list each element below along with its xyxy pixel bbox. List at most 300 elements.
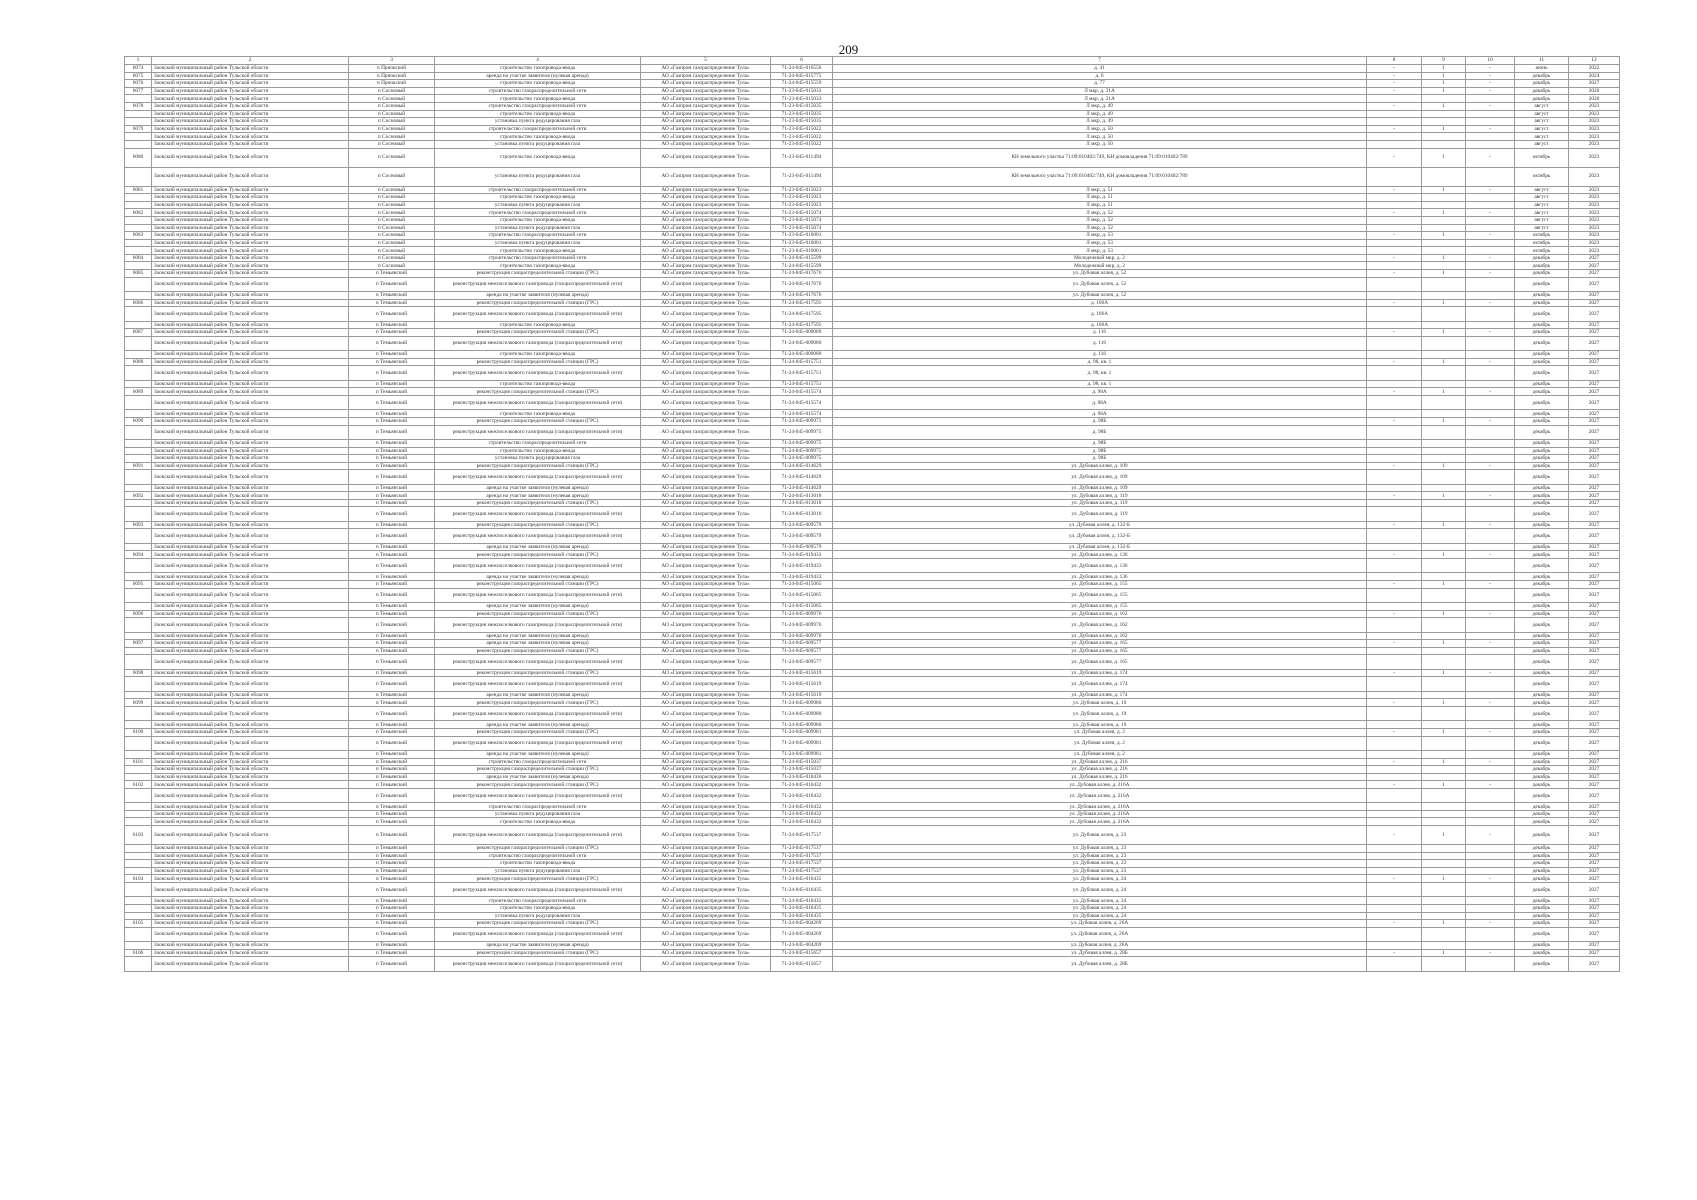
col10-cell bbox=[1466, 321, 1515, 329]
work-type-cell: строительство газопровода-ввода bbox=[435, 860, 641, 868]
row-number-cell: 6076 bbox=[125, 80, 152, 88]
row-number-cell bbox=[125, 140, 152, 148]
row-number-cell bbox=[125, 677, 152, 691]
col10-cell: - bbox=[1466, 875, 1515, 883]
row-number-cell bbox=[125, 410, 152, 418]
row-number-cell bbox=[125, 351, 152, 359]
table-row bbox=[125, 216, 1620, 224]
month-cell: декабрь bbox=[1515, 292, 1569, 300]
organization-cell: АО «Газпром газораспределение Тула» bbox=[641, 148, 771, 167]
quantity-cell bbox=[1422, 766, 1466, 774]
settlement-cell: п Сосновый bbox=[349, 224, 435, 232]
settlement-cell: п Сосновый bbox=[349, 201, 435, 209]
col10-cell: - bbox=[1466, 781, 1515, 789]
col8-cell bbox=[1367, 277, 1422, 291]
application-number-cell: 71-23-045-011494 bbox=[771, 148, 833, 167]
address-cell: ул. Дубовая аллея, д. 24 bbox=[833, 912, 1367, 920]
col10-cell bbox=[1466, 750, 1515, 758]
application-number-cell: 71-24-045-015775 bbox=[771, 72, 833, 80]
table-row bbox=[125, 299, 1620, 307]
settlement-cell: п Сосновый bbox=[349, 167, 435, 186]
row-number-cell: 6082 bbox=[125, 209, 152, 217]
address-cell: ул. Дубовая аллея, д. 109 bbox=[833, 470, 1367, 484]
month-cell: октябрь bbox=[1515, 148, 1569, 167]
row-number-cell bbox=[125, 336, 152, 350]
quantity-cell bbox=[1422, 224, 1466, 232]
row-number-cell: 6098 bbox=[125, 669, 152, 677]
work-type-cell: реконструкция межпоселкового газопровода (газораспределительной сети) bbox=[435, 307, 641, 321]
address-cell: ул. Дубовая аллея, д. 19 bbox=[833, 706, 1367, 720]
row-number-cell bbox=[125, 262, 152, 270]
settlement-cell: п Темьянский bbox=[349, 867, 435, 875]
organization-cell: АО «Газпром газораспределение Тула» bbox=[641, 883, 771, 897]
table-row bbox=[125, 875, 1620, 883]
column-header: 12 bbox=[1569, 57, 1620, 65]
quantity-cell bbox=[1422, 573, 1466, 581]
settlement-cell: п Темьянский bbox=[349, 773, 435, 781]
organization-cell: АО «Газпром газораспределение Тула» bbox=[641, 380, 771, 388]
table-row bbox=[125, 395, 1620, 409]
col8-cell bbox=[1367, 95, 1422, 103]
district-cell: Заокский муниципальный район Тульской области bbox=[152, 766, 349, 774]
table-row bbox=[125, 262, 1620, 270]
col8-cell bbox=[1367, 395, 1422, 409]
quantity-cell bbox=[1422, 439, 1466, 447]
quantity-cell: 1 bbox=[1422, 102, 1466, 110]
year-cell: 2027 bbox=[1569, 897, 1620, 905]
district-cell: Заокский муниципальный район Тульской области bbox=[152, 920, 349, 928]
settlement-cell: п Сосновый bbox=[349, 110, 435, 118]
month-cell: декабрь bbox=[1515, 640, 1569, 648]
col8-cell bbox=[1367, 632, 1422, 640]
district-cell: Заокский муниципальный район Тульской области bbox=[152, 826, 349, 845]
col10-cell bbox=[1466, 927, 1515, 941]
year-cell: 2027 bbox=[1569, 640, 1620, 648]
quantity-cell: 1 bbox=[1422, 65, 1466, 73]
year-cell: 2023 bbox=[1569, 232, 1620, 240]
organization-cell: АО «Газпром газораспределение Тула» bbox=[641, 551, 771, 559]
work-type-cell: реконструкция газораспределительной станции (ГРС) bbox=[435, 949, 641, 957]
col10-cell bbox=[1466, 224, 1515, 232]
column-header: 2 bbox=[152, 57, 349, 65]
table-row bbox=[125, 912, 1620, 920]
organization-cell: АО «Газпром газораспределение Тула» bbox=[641, 439, 771, 447]
month-cell: декабрь bbox=[1515, 632, 1569, 640]
district-cell: Заокский муниципальный район Тульской области bbox=[152, 167, 349, 186]
table-row bbox=[125, 329, 1620, 337]
table-row bbox=[125, 194, 1620, 202]
work-type-cell: установка пункта редуцирования газа bbox=[435, 201, 641, 209]
col10-cell: - bbox=[1466, 758, 1515, 766]
work-type-cell: аренда на участке заявителя (нулевая аренда) bbox=[435, 750, 641, 758]
district-cell: Заокский муниципальный район Тульской области bbox=[152, 647, 349, 655]
year-cell: 2023 bbox=[1569, 209, 1620, 217]
work-type-cell: строительство газопровода-ввода bbox=[435, 321, 641, 329]
col10-cell bbox=[1466, 529, 1515, 543]
quantity-cell bbox=[1422, 529, 1466, 543]
quantity-cell: 1 bbox=[1422, 521, 1466, 529]
organization-cell: АО «Газпром газораспределение Тула» bbox=[641, 417, 771, 425]
organization-cell: АО «Газпром газораспределение Тула» bbox=[641, 803, 771, 811]
work-type-cell: аренда на участке заявителя (нулевая аренда) bbox=[435, 603, 641, 611]
address-cell: ул. Дубовая аллея, д. 165 bbox=[833, 640, 1367, 648]
month-cell: декабрь bbox=[1515, 507, 1569, 521]
table-row bbox=[125, 110, 1620, 118]
quantity-cell: 1 bbox=[1422, 551, 1466, 559]
address-cell: Л мкр, д. 31А bbox=[833, 95, 1367, 103]
table-row bbox=[125, 942, 1620, 950]
year-cell: 2023 bbox=[1569, 239, 1620, 247]
row-number-cell: 6077 bbox=[125, 87, 152, 95]
col8-cell: - bbox=[1367, 462, 1422, 470]
column-header: 4 bbox=[435, 57, 641, 65]
quantity-cell bbox=[1422, 507, 1466, 521]
quantity-cell bbox=[1422, 647, 1466, 655]
month-cell: декабрь bbox=[1515, 860, 1569, 868]
application-number-cell: 71-24-045-013010 bbox=[771, 492, 833, 500]
district-cell: Заокский муниципальный район Тульской области bbox=[152, 72, 349, 80]
application-number-cell: 71-24-045-016432 bbox=[771, 818, 833, 826]
district-cell: Заокский муниципальный район Тульской области bbox=[152, 262, 349, 270]
district-cell: Заокский муниципальный район Тульской области bbox=[152, 439, 349, 447]
col10-cell: - bbox=[1466, 949, 1515, 957]
address-cell: ул. Дубовая аллея, д. 119 bbox=[833, 507, 1367, 521]
table-row bbox=[125, 462, 1620, 470]
application-number-cell: 71-24-045-015619 bbox=[771, 691, 833, 699]
col8-cell bbox=[1367, 803, 1422, 811]
quantity-cell bbox=[1422, 133, 1466, 141]
work-type-cell: установка пункта редуцирования газа bbox=[435, 167, 641, 186]
year-cell: 2027 bbox=[1569, 292, 1620, 300]
col10-cell: - bbox=[1466, 699, 1515, 707]
month-cell: декабрь bbox=[1515, 736, 1569, 750]
col10-cell bbox=[1466, 706, 1515, 720]
col8-cell bbox=[1367, 860, 1422, 868]
district-cell: Заокский муниципальный район Тульской области bbox=[152, 521, 349, 529]
district-cell: Заокский муниципальный район Тульской области bbox=[152, 321, 349, 329]
quantity-cell bbox=[1422, 277, 1466, 291]
application-number-cell: 71-24-045-017595 bbox=[771, 307, 833, 321]
address-cell: д. 106А bbox=[833, 307, 1367, 321]
settlement-cell: п Темьянский bbox=[349, 655, 435, 669]
work-type-cell: реконструкция межпоселкового газопровода (газораспределительной сети) bbox=[435, 336, 641, 350]
district-cell: Заокский муниципальный район Тульской области bbox=[152, 148, 349, 167]
district-cell: Заокский муниципальный район Тульской области bbox=[152, 773, 349, 781]
col8-cell bbox=[1367, 721, 1422, 729]
month-cell: июнь bbox=[1515, 65, 1569, 73]
col10-cell: - bbox=[1466, 358, 1515, 366]
year-cell: 2027 bbox=[1569, 920, 1620, 928]
year-cell: 2027 bbox=[1569, 912, 1620, 920]
col10-cell bbox=[1466, 852, 1515, 860]
month-cell: декабрь bbox=[1515, 912, 1569, 920]
application-number-cell: 71-24-045-019433 bbox=[771, 573, 833, 581]
column-header: 6 bbox=[771, 57, 833, 65]
address-cell: ул. Дубовая аллея, д. 19 bbox=[833, 699, 1367, 707]
application-number-cell: 71-24-045-015619 bbox=[771, 677, 833, 691]
table-row bbox=[125, 87, 1620, 95]
col8-cell: - bbox=[1367, 125, 1422, 133]
settlement-cell: п Темьянский bbox=[349, 883, 435, 897]
row-number-cell: 6084 bbox=[125, 254, 152, 262]
month-cell: декабрь bbox=[1515, 927, 1569, 941]
year-cell: 2027 bbox=[1569, 470, 1620, 484]
row-number-cell bbox=[125, 447, 152, 455]
organization-cell: АО «Газпром газораспределение Тула» bbox=[641, 247, 771, 255]
row-number-cell: 6105 bbox=[125, 920, 152, 928]
col8-cell bbox=[1367, 810, 1422, 818]
settlement-cell: п Темьянский bbox=[349, 750, 435, 758]
col10-cell: - bbox=[1466, 65, 1515, 73]
col10-cell bbox=[1466, 603, 1515, 611]
month-cell: декабрь bbox=[1515, 321, 1569, 329]
settlement-cell: п Темьянский bbox=[349, 277, 435, 291]
application-number-cell: 71-24-045-016435 bbox=[771, 883, 833, 897]
col8-cell: - bbox=[1367, 521, 1422, 529]
year-cell: 2027 bbox=[1569, 632, 1620, 640]
month-cell: декабрь bbox=[1515, 781, 1569, 789]
work-type-cell: аренда на участке заявителя (нулевая аренда) bbox=[435, 942, 641, 950]
month-cell: декабрь bbox=[1515, 647, 1569, 655]
quantity-cell: 1 bbox=[1422, 492, 1466, 500]
row-number-cell: 6074 bbox=[125, 65, 152, 73]
year-cell: 2027 bbox=[1569, 351, 1620, 359]
application-number-cell: 71-24-045-017537 bbox=[771, 852, 833, 860]
table-row bbox=[125, 521, 1620, 529]
month-cell: декабрь bbox=[1515, 677, 1569, 691]
organization-cell: АО «Газпром газораспределение Тула» bbox=[641, 232, 771, 240]
application-number-cell: 71-24-045-015574 bbox=[771, 395, 833, 409]
quantity-cell: 1 bbox=[1422, 610, 1466, 618]
month-cell: декабрь bbox=[1515, 699, 1569, 707]
col8-cell: - bbox=[1367, 949, 1422, 957]
application-number-cell: 71-24-045-016435 bbox=[771, 875, 833, 883]
address-cell: ул. Дубовая аллея, д. 174 bbox=[833, 677, 1367, 691]
col10-cell bbox=[1466, 766, 1515, 774]
district-cell: Заокский муниципальный район Тульской области bbox=[152, 492, 349, 500]
settlement-cell: п Сосновый bbox=[349, 133, 435, 141]
quantity-cell bbox=[1422, 810, 1466, 818]
settlement-cell: п Темьянский bbox=[349, 573, 435, 581]
application-number-cell: 71-24-045-009981 bbox=[771, 728, 833, 736]
row-number-cell bbox=[125, 852, 152, 860]
work-type-cell: реконструкция межпоселкового газопровода (газораспределительной сети) bbox=[435, 618, 641, 632]
row-number-cell bbox=[125, 905, 152, 913]
settlement-cell: п Темьянский bbox=[349, 826, 435, 845]
district-cell: Заокский муниципальный район Тульской области bbox=[152, 125, 349, 133]
col10-cell: - bbox=[1466, 388, 1515, 396]
settlement-cell: п Темьянский bbox=[349, 949, 435, 957]
year-cell: 2023 bbox=[1569, 125, 1620, 133]
year-cell: 2027 bbox=[1569, 736, 1620, 750]
quantity-cell bbox=[1422, 603, 1466, 611]
district-cell: Заокский муниципальный район Тульской области bbox=[152, 875, 349, 883]
address-cell: ул. Дубовая аллея, д. 52 bbox=[833, 292, 1367, 300]
year-cell: 2027 bbox=[1569, 810, 1620, 818]
quantity-cell: 1 bbox=[1422, 80, 1466, 88]
col8-cell bbox=[1367, 140, 1422, 148]
col8-cell bbox=[1367, 773, 1422, 781]
application-number-cell: 71-24-045-009080 bbox=[771, 336, 833, 350]
quantity-cell bbox=[1422, 632, 1466, 640]
work-type-cell: строительство газораспределительной сети bbox=[435, 254, 641, 262]
col8-cell bbox=[1367, 351, 1422, 359]
address-cell: ул. Дубовая аллея, д. 216А bbox=[833, 803, 1367, 811]
row-number-cell bbox=[125, 942, 152, 950]
district-cell: Заокский муниципальный район Тульской области bbox=[152, 484, 349, 492]
work-type-cell: реконструкция газораспределительной станции (ГРС) bbox=[435, 358, 641, 366]
col8-cell bbox=[1367, 867, 1422, 875]
quantity-cell bbox=[1422, 167, 1466, 186]
col10-cell bbox=[1466, 140, 1515, 148]
organization-cell: АО «Газпром газораспределение Тула» bbox=[641, 270, 771, 278]
application-number-cell: 71-23-045-015074 bbox=[771, 209, 833, 217]
column-header: 7 bbox=[833, 57, 1367, 65]
col10-cell: - bbox=[1466, 80, 1515, 88]
table-row bbox=[125, 640, 1620, 648]
col10-cell bbox=[1466, 351, 1515, 359]
work-type-cell: аренда на участке заявителя (нулевая аренда) bbox=[435, 640, 641, 648]
application-number-cell: 71-24-045-015751 bbox=[771, 366, 833, 380]
table-row bbox=[125, 72, 1620, 80]
application-number-cell: 71-23-045-016001 bbox=[771, 247, 833, 255]
col8-cell bbox=[1367, 262, 1422, 270]
district-cell: Заокский муниципальный район Тульской области bbox=[152, 95, 349, 103]
year-cell: 2027 bbox=[1569, 691, 1620, 699]
organization-cell: АО «Газпром газораспределение Тула» bbox=[641, 358, 771, 366]
month-cell: декабрь bbox=[1515, 818, 1569, 826]
organization-cell: АО «Газпром газораспределение Тула» bbox=[641, 860, 771, 868]
quantity-cell: 1 bbox=[1422, 299, 1466, 307]
application-number-cell: 71-24-045-009981 bbox=[771, 750, 833, 758]
organization-cell: АО «Газпром газораспределение Тула» bbox=[641, 758, 771, 766]
address-cell: ул. Дубовая аллея, д. 132-Б bbox=[833, 529, 1367, 543]
application-number-cell: 71-24-045-009976 bbox=[771, 632, 833, 640]
table-row bbox=[125, 559, 1620, 573]
settlement-cell: п Темьянский bbox=[349, 581, 435, 589]
row-number-cell bbox=[125, 897, 152, 905]
quantity-cell bbox=[1422, 867, 1466, 875]
col8-cell bbox=[1367, 912, 1422, 920]
quantity-cell bbox=[1422, 905, 1466, 913]
quantity-cell bbox=[1422, 736, 1466, 750]
application-number-cell: 71-24-045-009980 bbox=[771, 706, 833, 720]
application-number-cell: 71-24-045-009976 bbox=[771, 610, 833, 618]
application-number-cell: 71-24-045-009975 bbox=[771, 417, 833, 425]
row-number-cell: 6085 bbox=[125, 270, 152, 278]
district-cell: Заокский муниципальный район Тульской области bbox=[152, 845, 349, 853]
year-cell: 2027 bbox=[1569, 447, 1620, 455]
settlement-cell: п Темьянский bbox=[349, 610, 435, 618]
address-cell: ул. Дубовая аллея, д. 216А bbox=[833, 781, 1367, 789]
col10-cell bbox=[1466, 559, 1515, 573]
month-cell: август bbox=[1515, 102, 1569, 110]
work-type-cell: строительство газопровода-ввода bbox=[435, 380, 641, 388]
row-number-cell: 6075 bbox=[125, 72, 152, 80]
work-type-cell: строительство газопровода-ввода bbox=[435, 133, 641, 141]
address-cell: Л мкр, д. 51 bbox=[833, 194, 1367, 202]
application-number-cell: 71-24-045-017676 bbox=[771, 277, 833, 291]
application-number-cell: 71-24-045-016435 bbox=[771, 905, 833, 913]
year-cell: 2023 bbox=[1569, 216, 1620, 224]
month-cell: декабрь bbox=[1515, 559, 1569, 573]
col8-cell bbox=[1367, 167, 1422, 186]
month-cell: декабрь bbox=[1515, 499, 1569, 507]
address-cell: Л мкр, д. 50 bbox=[833, 125, 1367, 133]
district-cell: Заокский муниципальный район Тульской области bbox=[152, 388, 349, 396]
quantity-cell: 1 bbox=[1422, 728, 1466, 736]
work-type-cell: реконструкция межпоселкового газопровода (газораспределительной сети) bbox=[435, 736, 641, 750]
district-cell: Заокский муниципальный район Тульской области bbox=[152, 194, 349, 202]
work-type-cell: строительство газопровода-ввода bbox=[435, 905, 641, 913]
row-number-cell bbox=[125, 507, 152, 521]
col10-cell bbox=[1466, 395, 1515, 409]
col8-cell: - bbox=[1367, 728, 1422, 736]
row-number-cell bbox=[125, 543, 152, 551]
month-cell: декабрь bbox=[1515, 417, 1569, 425]
column-header: 1 bbox=[125, 57, 152, 65]
address-cell: Л мкр, д. 51 bbox=[833, 201, 1367, 209]
address-cell: Молодежный мкр, д. 2 bbox=[833, 254, 1367, 262]
application-number-cell: 71-23-045-015033 bbox=[771, 87, 833, 95]
month-cell: декабрь bbox=[1515, 803, 1569, 811]
application-number-cell: 71-24-045-015657 bbox=[771, 949, 833, 957]
col10-cell: - bbox=[1466, 492, 1515, 500]
settlement-cell: п Темьянский bbox=[349, 957, 435, 971]
organization-cell: АО «Газпром газораспределение Тула» bbox=[641, 216, 771, 224]
settlement-cell: п Темьянский bbox=[349, 728, 435, 736]
col10-cell: - bbox=[1466, 209, 1515, 217]
district-cell: Заокский муниципальный район Тульской области bbox=[152, 699, 349, 707]
district-cell: Заокский муниципальный район Тульской области bbox=[152, 395, 349, 409]
settlement-cell: п Темьянский bbox=[349, 270, 435, 278]
application-number-cell: 71-24-045-009980 bbox=[771, 699, 833, 707]
table-row bbox=[125, 65, 1620, 73]
col10-cell: - bbox=[1466, 87, 1515, 95]
address-cell: ул. Дубовая аллея, д. 19 bbox=[833, 721, 1367, 729]
address-cell: Л мкр, д. 50 bbox=[833, 133, 1367, 141]
col8-cell bbox=[1367, 818, 1422, 826]
year-cell: 2027 bbox=[1569, 728, 1620, 736]
organization-cell: АО «Газпром газораспределение Тула» bbox=[641, 559, 771, 573]
col10-cell: - bbox=[1466, 125, 1515, 133]
col8-cell bbox=[1367, 852, 1422, 860]
quantity-cell: 1 bbox=[1422, 388, 1466, 396]
col8-cell: - bbox=[1367, 87, 1422, 95]
data-table bbox=[124, 56, 1620, 972]
settlement-cell: п Сосновый bbox=[349, 148, 435, 167]
row-number-cell: 6091 bbox=[125, 462, 152, 470]
application-number-cell: 71-24-045-016556 bbox=[771, 65, 833, 73]
quantity-cell: 1 bbox=[1422, 826, 1466, 845]
table-row bbox=[125, 455, 1620, 463]
month-cell: декабрь bbox=[1515, 358, 1569, 366]
quantity-cell bbox=[1422, 247, 1466, 255]
settlement-cell: п Темьянский bbox=[349, 351, 435, 359]
quantity-cell bbox=[1422, 484, 1466, 492]
settlement-cell: п Темьянский bbox=[349, 529, 435, 543]
application-number-cell: 71-24-045-015037 bbox=[771, 758, 833, 766]
col8-cell bbox=[1367, 927, 1422, 941]
organization-cell: АО «Газпром газораспределение Тула» bbox=[641, 610, 771, 618]
district-cell: Заокский муниципальный район Тульской области bbox=[152, 299, 349, 307]
year-cell: 2027 bbox=[1569, 905, 1620, 913]
year-cell: 2027 bbox=[1569, 410, 1620, 418]
month-cell: декабрь bbox=[1515, 897, 1569, 905]
district-cell: Заокский муниципальный район Тульской области bbox=[152, 581, 349, 589]
year-cell: 2027 bbox=[1569, 270, 1620, 278]
district-cell: Заокский муниципальный район Тульской области bbox=[152, 65, 349, 73]
